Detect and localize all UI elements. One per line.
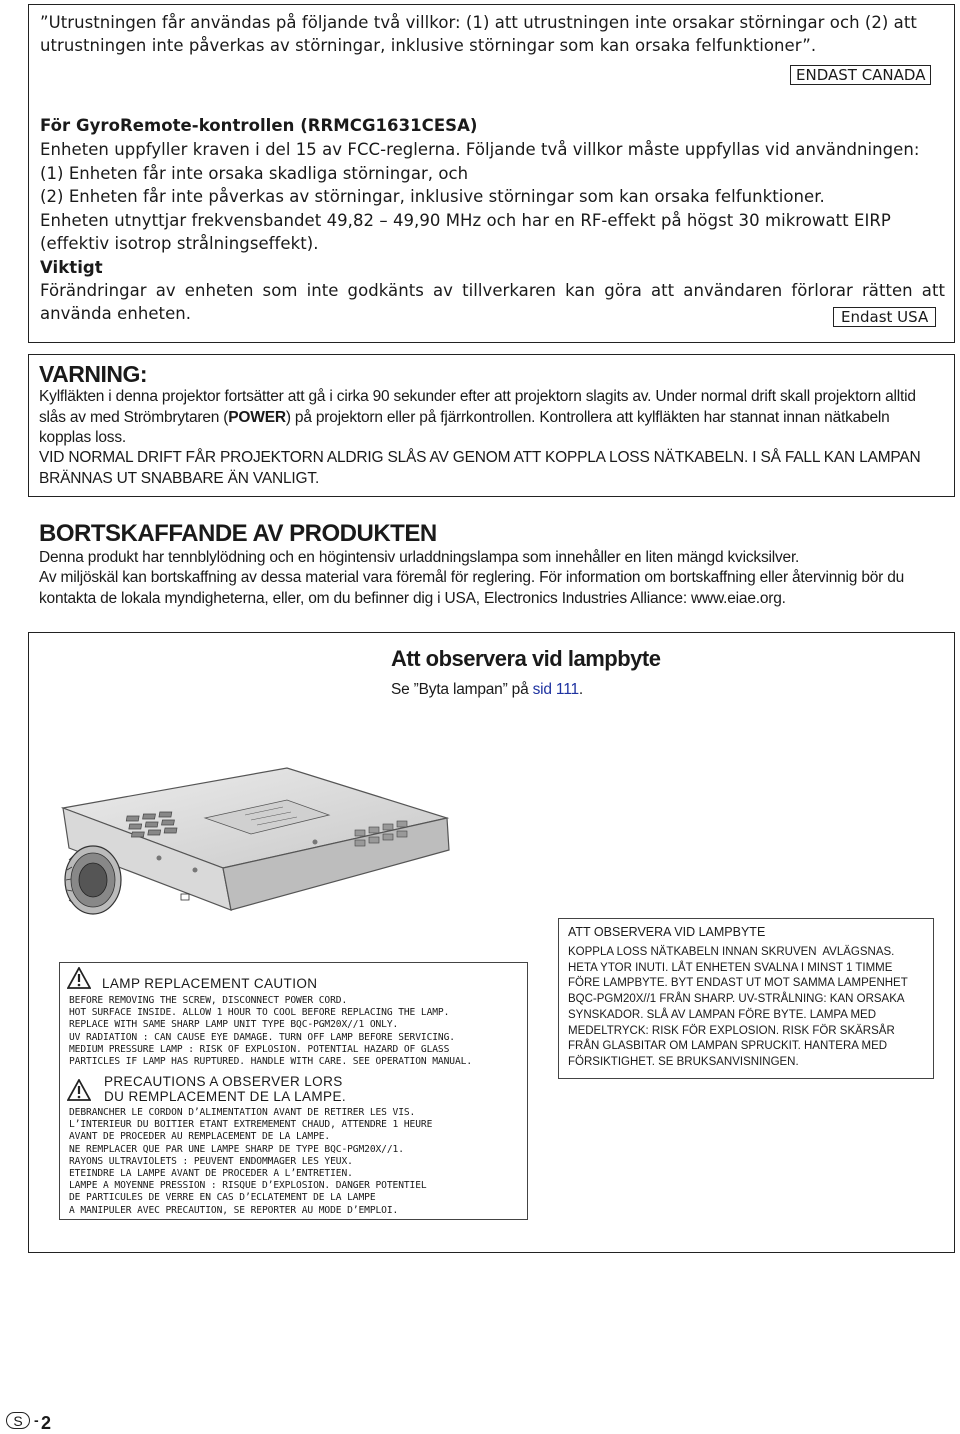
viktigt-text: Förändringar av enheten som inte godkänts av tillverkaren kan göra att användaren förlorar rätten att använda enheten.: [40, 281, 945, 323]
precautions-lines: DEBRANCHER LE CORDON D’ALIMENTATION AVANT DE RETIRER LES VIS. L’INTERIEUR DU BOITIER ETANT EXTREMEMENT CHAUD, ATTENDRE 1 HEURE AVANT DE PROCEDER AU REMPLACEMENT DE LA LAMPE. NE REMPLACER QUE PAR UNE LAMPE SHARP DE TYPE BQC-PGM20X//1. RAYONS ULTRAVIOLETS : PEUVENT ENDOMMAGER LES YEUX. ETEINDRE LA LAMPE AVANT DE PROCEDER A L’ENTRETIEN. LAMPE A MOYENNE PRESSION : RISQUE D’EXPLOSION. DANGER POTENTIEL DE PARTICULES DE VERRE EN CAS D’ECLATEMENT DE LA LAMPE A MANIPULER AVEC PRECAUTION, SE REPORTER AU MODE D’EMPLOI.: [69, 1107, 433, 1216]
swedish-lamp-heading: ATT OBSERVERA VID LAMPBYTE: [568, 925, 766, 939]
footer-dash: -: [34, 1412, 39, 1428]
warning-triangle-icon: [67, 967, 91, 989]
lamp-caution-lines: BEFORE REMOVING THE SCREW, DISCONNECT POWER CORD. HOT SURFACE INSIDE. ALLOW 1 HOUR TO COOL BEFORE REPLACING THE LAMP. REPLACE WITH SAME SHARP LAMP UNIT TYPE BQC-PGM20X//1 ONLY. UV RADIATION : CAN CAUSE EYE DAMAGE. TURN OFF LAMP BEFORE SERVICING. MEDIUM PRESSURE LAMP : RISK OF EXPLOSION. POTENTIAL HAZARD OF GLASS PARTICLES IF LAMP HAS RUPTURED. HANDLE WITH CARE. SEE OPERATION MANUAL.: [69, 995, 472, 1068]
usa-only-tag: Endast USA: [833, 307, 936, 327]
gyro-paragraph-2: (1) Enheten får inte orsaka skadliga störningar, och: [40, 164, 469, 183]
language-badge: S: [6, 1412, 30, 1429]
canada-only-tag: ENDAST CANADA: [790, 65, 931, 85]
page-link[interactable]: sid 111: [532, 681, 579, 698]
lamp-see-text: Se ”Byta lampan” på sid 111.: [391, 681, 583, 698]
gyro-paragraph-3: (2) Enheten får inte påverkas av störningar, inklusive störningar som kan orsaka felfunktioner.: [40, 187, 825, 206]
gyro-paragraph-1: Enheten uppfyller kraven i del 15 av FCC-reglerna. Följande två villkor måste uppfyllas vid användningen:: [40, 140, 920, 159]
disposal-title: BORTSKAFFANDE AV PRODUKTEN: [39, 520, 437, 547]
page-number: 2: [41, 1413, 52, 1433]
lamp-title: Att observera vid lampbyte: [391, 646, 661, 671]
gyro-title: För GyroRemote-kontrollen (RRMCG1631CESA): [40, 116, 478, 135]
warning-title: VARNING:: [39, 361, 148, 387]
canada-notice: ”Utrustningen får användas på följande två villkor: (1) att utrustningen inte orsakar störningar och (2) att utrustningen inte påverkas av störningar, inklusive störningar som kan orsaka felfunktioner”.: [40, 13, 917, 55]
disposal-paragraph-1: Denna produkt har tennblylödning och en högintensiv urladdningslampa som innehåller en liten mängd kvicksilver.: [39, 549, 800, 566]
warning-caps-paragraph: VID NORMAL DRIFT FÅR PROJEKTORN ALDRIG SLÅS AV GENOM ATT KOPPLA LOSS NÄTKABELN. I SÅ FALL KAN LAMPAN BRÄNNAS UT SNABBARE ÄN VANLIGT.: [39, 449, 921, 487]
viktigt-label: Viktigt: [40, 258, 103, 277]
projector-illustration: [55, 760, 495, 960]
warning-triangle-icon: [67, 1079, 91, 1101]
precautions-heading: PRECAUTIONS A OBSERVER LORS DU REMPLACEMENT DE LA LAMPE.: [104, 1074, 347, 1104]
warning-paragraph: Kylfläkten i denna projektor fortsätter att gå i cirka 90 sekunder efter att projektorn slagits av. Under normal drift skall projektorn alltid slås av med Strömbrytaren (POWER) på projektorn eller på fjärrkontrollen. Kontrollera att kylfläkten har stannat innan nätkabeln kopplas loss.: [39, 388, 916, 446]
swedish-lamp-lines: KOPPLA LOSS NÄTKABELN INNAN SKRUVEN AVLÄGSNAS. HETA YTOR INUTI. LÅT ENHETEN SVALNA I MINST 1 TIMME FÖRE LAMPBYTE. BYT ENDAST UT MOT SAMMA LAMPENHET BQC-PGM20X//1 FRÅN SHARP. UV-STRÅLNING: KAN ORSAKA SYNSKADOR. SLÅ AV LAMPAN FÖRE BYTE. LAMPA MED MEDELTRYCK: RISK FÖR EXPLOSION. RISK FÖR SKÄRSÅR FRÅN GLASBITAR OM LAMPAN SPRUCKIT. HANTERA MED FÖRSIKTIGHET. SE BRUKSANVISNINGEN.: [568, 946, 908, 1068]
gyro-paragraph-4: Enheten utnyttjar frekvensbandet 49,82 – 49,90 MHz och har en RF-effekt på högst 30 mikrowatt EIRP (effektiv isotrop strålningseffekt).: [40, 211, 891, 253]
lamp-caution-heading: LAMP REPLACEMENT CAUTION: [102, 976, 318, 991]
disposal-paragraph-2: Av miljöskäl kan bortskaffning av dessa material vara föremål för reglering. För information om bortskaffning eller återvinnig bör du kontakta de lokala myndigheterna, eller, om du befinner dig i USA, Electronics Industries Alliance: www.eiae.org.: [39, 569, 905, 607]
